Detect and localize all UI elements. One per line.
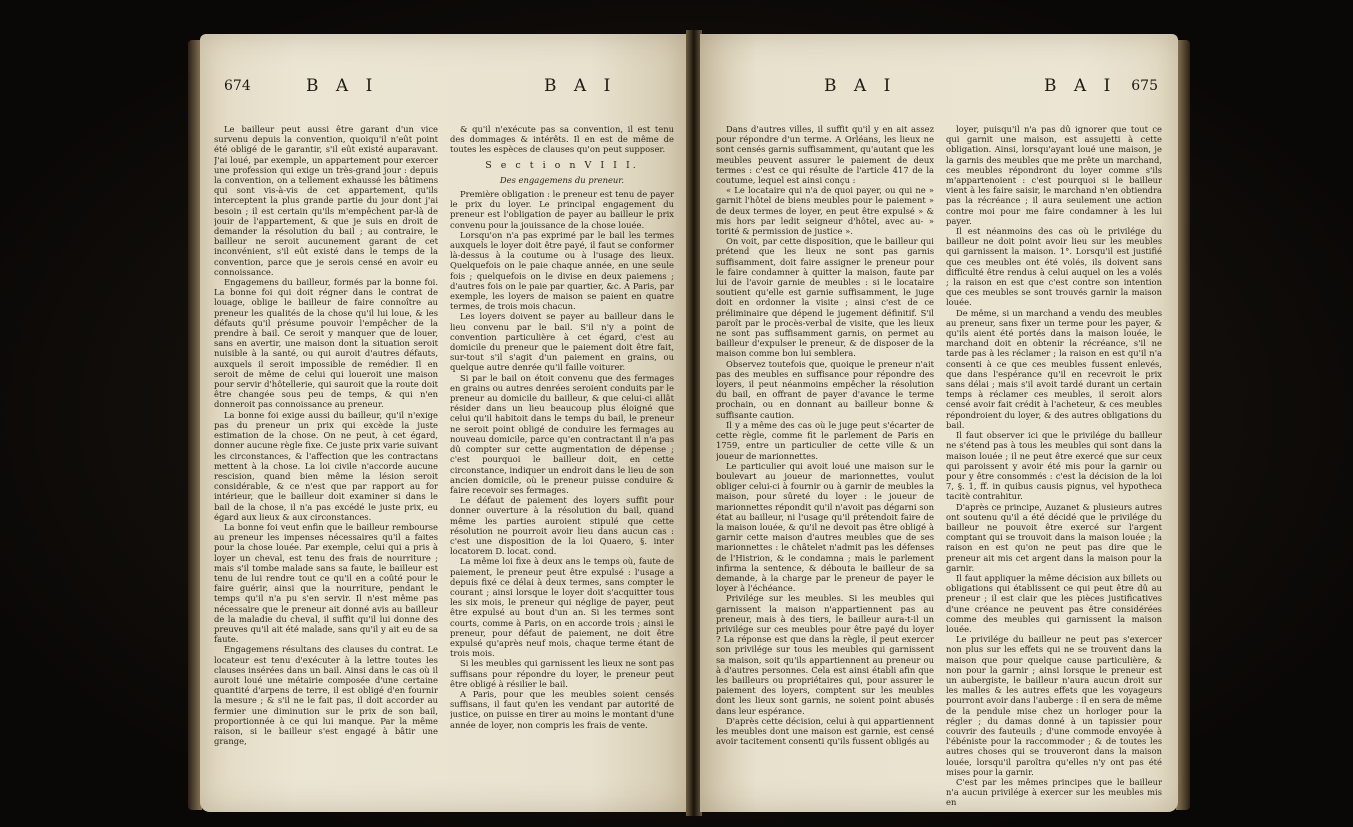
right-page-column-2 (946, 124, 1162, 812)
paragraph: Engagemens du bailleur, formés par la bonne foi. La bonne foi qui doit régner dans le contrat de louage, oblige le bailleur de faire connoître au preneur les qualités de la chose qu'il lui loue, & les défauts qu'il présume pouvoir l'empêcher de la prendre à bail. Ce seroit y manquer que de louer, sans en avertir, une maison dont la situation seroit nuisible à la santé, ou qui auroit d'autres défauts, auxquels il seroit impossible de remédier. Il en seroit de même de celui qui loueroit une maison pour servir d'hôtellerie, qui sauroit que la route doit être changée sous peu de temps, & qui n'en donneroit pas connoissance au preneur. (214, 277, 438, 410)
paragraph: Engagemens résultans des clauses du contrat. Le locateur est tenu d'exécuter à la lettre toutes les clauses insérées dans un bail. Ainsi dans le cas où il auroit loué une métairie composée d'une certaine quantité d'arpens de terre, il est obligé d'en fournir la mesure ; & s'il ne le fait pas, il doit accorder au fermier une diminution sur le prix de son bail, proportionnée à ce qui lui manque. Par la même raison, si le bailleur s'est engagé à bâtir une grange, (214, 644, 438, 747)
paragraph: D'après cette décision, celui à qui appartiennent les meubles dont une maison est garnie, est censé avoir tacitement consenti qu'ils fussent obligés au (716, 715, 934, 747)
paragraph: La même loi fixe à deux ans le temps où, faute de paiement, le preneur peut être expulsé : l'usage a depuis fixé ce délai à deux termes, sans compter le courant ; ainsi lorsque le loyer doit s'acquitter tous les six mois, le preneur qui néglige de payer, peut être expulsé au bout d'un an. Si les termes sont courts, comme à Paris, on en accorde trois ; ainsi le preneur, pour défaut de paiement, ne doit être expulsé qu'après neuf mois, chaque terme étant de trois mois. (450, 556, 674, 659)
right-page-header (714, 76, 1164, 102)
paragraph: Privilége sur les meubles. Si les meubles qui garnissent la maison n'appartiennent pas au preneur, mais à des tiers, le bailleur aura-t-il un privilége sur ces meubles pour être payé du loyer ? La réponse est que dans la règle, il peut exercer son privilége sur tous les meubles qui garnissent sa maison, soit qu'ils appartiennent au preneur ou à d'autres personnes. Cela est ainsi établi afin que les bailleurs ou propriétaires qui, pour assurer le paiement des loyers, comptent sur les meubles dont les lieux sont garnis, ne soient point abusés dans leur espérance. (716, 593, 934, 716)
page-number: 675 (1131, 78, 1158, 94)
paragraph: C'est par les mêmes principes que le bailleur n'a aucun privilége à exercer sur les meubles mis en (946, 777, 1162, 808)
paragraph: loyer, puisqu'il n'a pas dû ignorer que tout ce qui garnit une maison, est assujetti à cette obligation. Ainsi, lorsqu'ayant loué une maison, je la garnis des meubles que me prête un marchand, ces meubles répondront du loyer comme s'ils m'appartenoient : c'est pourquoi si le bailleur vient à les faire saisir, le marchand n'en obtiendra pas la récréance ; il aura seulement une action contre moi pour me faire condamner à les lui payer. (946, 124, 1162, 226)
left-page (200, 34, 688, 812)
paragraph: « Le locataire qui n'a de quoi payer, ou qui ne » garnit l'hôtel de biens meubles pour le paiement » de deux termes de loyer, en peut être expulsé » & mis hors par ledit seigneur d'hôtel, avec au- » torité & permission de justice ». (716, 185, 934, 237)
running-head-right: B A I (1044, 76, 1117, 96)
paragraph: D'après ce principe, Auzanet & plusieurs autres ont soutenu qu'il a été décidé que le privilége du bailleur ne pouvoit être exercé sur l'argent comptant qui se trouvoit dans la maison louée ; la raison en est qu'on ne peut pas dire que le preneur ait mis cet argent dans la maison pour la garnir. (946, 501, 1162, 573)
paragraph: Si les meubles qui garnissent les lieux ne sont pas suffisans pour répondre du loyer, le preneur peut être obligé à résilier le bail. (450, 658, 674, 689)
paragraph: Première obligation : le preneur est tenu de payer le prix du loyer. Le principal engagement du preneur est l'obligation de payer au bailleur le prix convenu pour la jouissance de la chose louée. (450, 189, 674, 230)
running-head-left: B A I (824, 76, 897, 96)
paragraph: & qu'il n'exécute pas sa convention, il est tenu des dommages & intérêts. Il en est de même de toutes les espèces de clauses qu'on peut supposer. (450, 124, 674, 155)
paragraph: Le bailleur peut aussi être garant d'un vice survenu depuis la convention, quoiqu'il n'eût point été obligé de le garantir, s'il eût existé auparavant. J'ai loué, par exemple, un appartement pour exercer une profession qui exige un très-grand jour : depuis la convention, on a tellement exhaussé les bâtimens qui sont vis-à-vis de cet appartement, qu'ils interceptent la plus grande partie du jour dont j'ai besoin ; il est certain qu'ils m'empêchent par-là de jouir de l'appartement, & que je suis en droit de demander la résolution du bail ; au contraire, le bailleur ne seroit aucunement garant de cet inconvénient, s'il eût existé dans le temps de la convention, parce que je serois censé en avoir eu connoissance. (214, 124, 438, 277)
section-heading: S e c t i o n V I I I. (485, 159, 639, 171)
paragraph: La bonne foi exige aussi du bailleur, qu'il n'exige pas du preneur un prix qui excède la juste estimation de la chose. On ne peut, à cet égard, donner aucune règle fixe. Ce juste prix varie suivant les circonstances, & l'affection que les contractans mettent à la chose. La loi civile n'accorde aucune rescision, quand bien même la lésion seroit considérable, & ce n'est que par rapport au for intérieur, que le bailleur doit examiner si dans le bail de la chose, il n'a pas excédé le juste prix, eu égard aux lieux & aux circonstances. (214, 409, 438, 522)
left-page-columns (214, 124, 674, 796)
left-page-header (214, 76, 674, 102)
running-head-left: B A I (306, 76, 379, 96)
right-page-column-1 (716, 124, 934, 812)
paragraph: Le particulier qui avoit loué une maison sur le boulevart au joueur de marionnettes, voulut obliger celui-ci à fournir ou à garnir de meubles la maison, pour sûreté du loyer : le joueur de marionnettes répondit qu'il n'avoit pas dégarni son état au bailleur, ni l'usage qu'il prétendoit faire de la maison louée, & qu'il ne devoit pas être obligé à garnir cette maison d'autres meubles que de ses marionnettes : le châtelet n'admit pas les défenses de l'Histrion, & le condamna ; mais le parlement infirma la sentence, & débouta le bailleur de sa demande, à la charge par le preneur de payer le loyer à l'échéance. (716, 460, 934, 594)
paragraph: Les loyers doivent se payer au bailleur dans le lieu convenu par le bail. S'il n'y a point de convention particulière à cet égard, c'est au domicile du preneur que le paiement doit être fait, sur-tout s'il s'agit d'un paiement en grains, ou quelque autre denrée qu'il faille voiturer. (450, 311, 674, 373)
page-number: 674 (224, 78, 251, 94)
paragraph: Il faut observer ici que le privilége du bailleur ne s'étend pas à tous les meubles qui sont dans la maison louée ; il ne peut être exercé que sur ceux qui paroissent y avoir été mis pour la garnir ou pour y être consommés : c'est la décision de la loi 7, §. 1, ff. in quibus causis pignus, vel hypotheca tacitè contrahitur. (946, 430, 1162, 502)
paragraph: Il y a même des cas où le juge peut s'écarter de cette règle, comme fit le parlement de Paris en 1759, entre un particulier de cette ville & un joueur de marionnettes. (716, 419, 934, 461)
paragraph: La bonne foi veut enfin que le bailleur rembourse au preneur les impenses nécessaires qu'il a faites pour la chose louée. Par exemple, celui qui a pris à loyer un cheval, est tenu des frais de nourriture ; mais s'il tombe malade sans sa faute, le bailleur est tenu de lui rendre tout ce qu'il en a coûté pour le faire guérir, ainsi que la nourriture, pendant le temps qu'il n'a pu s'en servir. Il n'est même pas nécessaire que le preneur ait donné avis au bailleur de la maladie du cheval, il suffit qu'il lui donne des preuves qu'il ait été malade, sans qu'il y ait eu de sa faute. (214, 521, 438, 645)
paragraph: Il faut appliquer la même décision aux billets ou obligations qui établissent ce qui peut être dû au preneur ; il est clair que les pièces justificatives d'une créance ne peuvent pas être considérées comme des meubles qui garnissent la maison louée. (946, 572, 1162, 634)
paragraph: Le défaut de paiement des loyers suffit pour donner ouverture à la résolution du bail, quand même les parties auroient stipulé que cette résolution ne pourroit avoir lieu dans aucun cas : c'est une disposition de la loi Quaero, §. inter locatorem D. locat. cond. (450, 495, 674, 557)
left-page-column-1 (214, 124, 438, 812)
paragraph: Dans d'autres villes, il suffit qu'il y en ait assez pour répondre d'un terme. A Orléans, les lieux ne sont censés garnis suffisamment, qu'autant que les meubles peuvent assurer le paiement de deux termes : c'est ce qui résulte de l'article 417 de la coutume, lequel est ainsi conçu : (716, 124, 934, 186)
paragraph: Le privilége du bailleur ne peut pas s'exercer non plus sur les effets qui ne se trouvent dans la maison que pour quelque cause particulière, & non pour la garnir ; ainsi lorsque le preneur est un aubergiste, le bailleur n'aura aucun droit sur les malles & les autres effets que les voyageurs pourront avoir dans l'auberge : il en sera de même de la pendule mise chez un horloger pour la régler ; du damas donné à un tapissier pour couvrir des fauteuils ; d'une commode envoyée à l'ébéniste pour la raccommoder ; & de toutes les autres choses qui se trouveront dans la maison louée, lorsqu'il paroîtra qu'elles n'y ont pas été mises pour la garnir. (946, 634, 1162, 777)
paragraph: Observez toutefois que, quoique le preneur n'ait pas des meubles en suffisance pour répondre des loyers, il peut néanmoins empêcher la résolution du bail, en offrant de payer d'avance le terme prochain, ou en donnant au bailleur bonne & suffisante caution. (716, 358, 934, 420)
paragraph: Il est néanmoins des cas où le privilége du bailleur ne doit point avoir lieu sur les meubles qui garnissent la maison. 1°. Lorsqu'il est justifié que ces meubles ont été volés, ils doivent sans difficulté être rendus à celui auquel on les a volés ; la raison en est que c'est contre son intention que ces meubles se sont trouvés garnir la maison louée. (946, 226, 1162, 308)
right-page (700, 34, 1178, 812)
right-page-edge (1176, 40, 1190, 810)
section-subheading: Des engagemens du preneur. (499, 174, 625, 185)
running-head-right: B A I (544, 76, 617, 96)
paragraph: Lorsqu'on n'a pas exprimé par le bail les termes auxquels le loyer doit être payé, il faut se conformer là-dessus à la coutume ou à l'usage des lieux. Quelquefois on le paie chaque année, en une seule fois ; quelquefois on le divise en deux paiemens ; d'autres fois on le paie par quartier, &c. A Paris, par exemple, les loyers de maison se paient en quatre termes, de trois mois chacun. (450, 229, 674, 312)
paragraph: Si par le bail on étoit convenu que des fermages en grains ou autres denrées seroient conduits par le preneur au domicile du bailleur, & que celui-ci allât résider dans un lieu beaucoup plus éloigné que celui qu'il habitoit dans le temps du bail, le preneur ne seroit point obligé de conduire les fermages au nouveau domicile, parce qu'en contractant il n'a pas dû compter sur cette augmentation de dépense ; c'est pourquoi le bailleur doit, en cette circonstance, indiquer un endroit dans le lieu de son ancien domicile, où le preneur puisse conduire & faire recevoir ses fermages. (450, 372, 674, 495)
right-page-columns (716, 124, 1162, 808)
paragraph: De même, si un marchand a vendu des meubles au preneur, sans fixer un terme pour les payer, & qu'ils aient été portés dans la maison louée, le marchand doit en obtenir la récréance, s'il ne tarde pas à les réclamer ; la raison en est qu'il n'a consenti à ce que ces meubles fussent enlevés, que dans l'espérance qu'il en recevroit le prix sans délai ; mais s'il avoit tardé durant un certain temps à réclamer ces meubles, il seroit alors censé avoir fait crédit à l'acheteur, & ces meubles répondroient du loyer, & des autres obligations du bail. (946, 307, 1162, 430)
left-page-column-2 (450, 124, 674, 812)
paragraph: A Paris, pour que les meubles soient censés suffisans, il faut qu'en les vendant par autorité de justice, on puisse en tirer au moins le montant d'une année de loyer, non compris les frais de vente. (450, 688, 674, 730)
paragraph: On voit, par cette disposition, que le bailleur qui prétend que les lieux ne sont pas garnis suffisamment, doit faire assigner le preneur pour le faire condamner à quitter la maison, faute par lui de l'avoir garnie de meubles : si le locataire soutient qu'elle est garnie suffisamment, le juge doit en ordonner la visite ; ainsi c'est de ce préliminaire que dépend le jugement définitif. S'il paroît par le procès-verbal de visite, que les lieux ne sont pas suffisamment garnis, on permet au bailleur d'expulser le preneur, & de disposer de la maison comme bon lui semblera. (716, 236, 934, 359)
